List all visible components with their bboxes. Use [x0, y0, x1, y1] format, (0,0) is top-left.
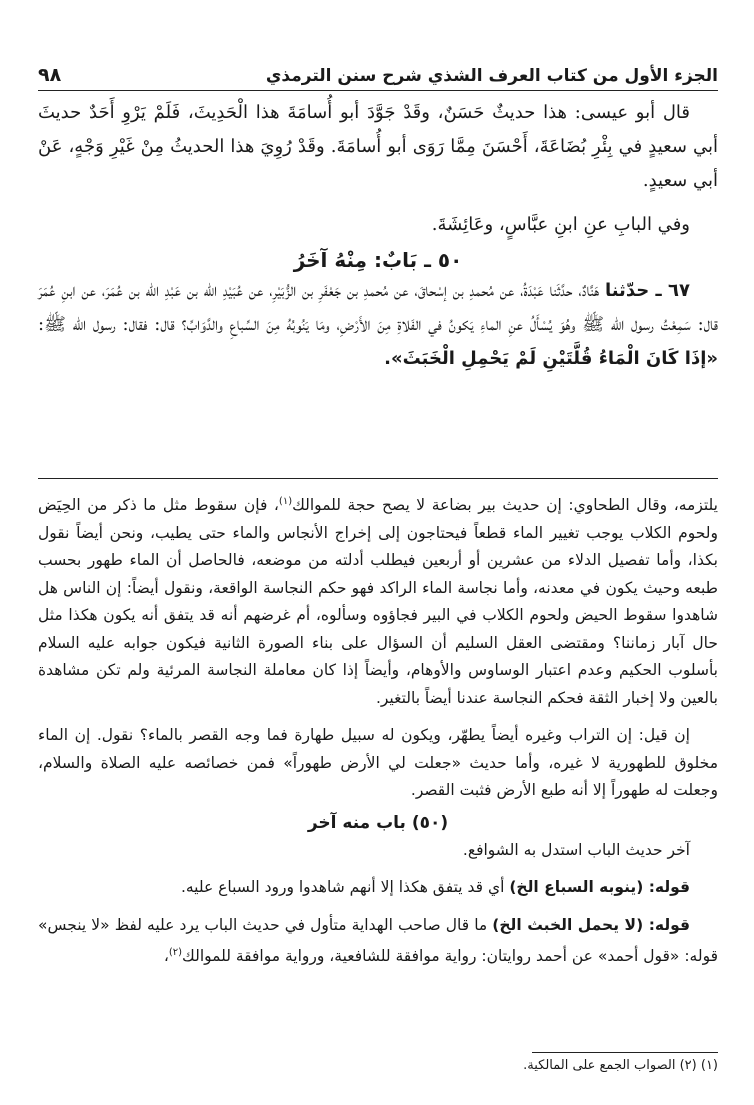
commentary-paragraph-3: آخر حديث الباب استدل به الشوافع. — [462, 840, 690, 859]
hadith-text: هَنَّادٌ، حدَّثَنا عَبْدَةُ، عن مُحمدِ بن إسْحاقَ، عن مُحمدِ بن جَعْفَرِ بن الزُّبَيْرِ، عن عُبَيْدِ الله بن عَبْدِ الله بن عُمَرَ، عن ابنِ عُمَرَ قال: سَمِعْتُ رسول الله ﷺ وهُوَ يُسْأَلُ عنِ الماءِ يَكونُ في الفَلاةِ مِنَ الأَرْضِ، ومَا يَنُوبُهُ مِنَ السِّباعِ والدَّوَابِّ؟ قال: فقال: رسول الله ﷺ: — [38, 280, 718, 335]
footnote-marker-2: (٢) — [168, 947, 183, 959]
chapter-heading: ٥٠ ـ بَابٌ: مِنْهُ آخَرُ — [293, 248, 463, 272]
quote-label-1: قوله: (ينوبه السباع الخ) — [509, 878, 690, 897]
footnote-marker-1: (١) — [278, 496, 293, 507]
hadith-quote: «إذَا كَانَ الْمَاءُ قُلَّتَيْنِ لَمْ يَحْمِلِ الْخَبَثَ». — [384, 348, 718, 369]
hadith-paragraph — [38, 274, 718, 376]
commentary-paragraph-4 — [38, 874, 718, 902]
commentary-paragraph-5 — [38, 912, 718, 971]
sub-heading: (٥٠) باب منه آخر — [307, 812, 449, 833]
main-paragraph-1: قال أبو عيسى: هذا حديثٌ حَسَنٌ، وقَدْ جَوَّدَ أبو أُسامَةَ هذا الْحَدِيثَ، فَلَمْ يَرْوِ أَحَدٌ حديثَ أبي سعيدٍ في بِئْرِ بُضَاعَةَ، أَحْسَنَ مِمَّا رَوَى أبو أُسامَةَ. وقَدْ رُوِيَ هذا الحديثُ مِنْ غَيْرِ وَجْهٍ، عَنْ أبي سعيدٍ. — [38, 102, 718, 191]
commentary-p4-text: أي قد يتفق هكذا إلا أنهم شاهدوا ورود السباع عليه. — [180, 878, 510, 897]
commentary-paragraph-2: إن قيل: إن التراب وغيره أيضاً يطهّر، ويكون له سبيل طهارة فما وجه القصر بالماء؟ نقول. إن الماء مخلوق للطهورية لا غيره، وأما حديث «جعلت لي الأرض طهوراً» فمن خصائصه عليه الصلاة والسلام، وجعلت له طهوراً إلا أنه طبع الأرض فثبت القصر. — [38, 726, 718, 800]
commentary-p1-rest: ، فإن سقوط مثل ما ذكر من الحِيَض ولحوم الكلاب يوجب تغيير الماء قطعاً فيحتاجون إلى إخراج الأنجاس والماء حتى يطيب، ونحن أيضاً نقول بكذا، وأما تفصيل الدلاء من عشرين أو أربعين فيطلب أدلته من موضعه، فالحاصل أن الماء طهور بحسب طبعه وحيث يكون في معدنه، وأما نجاسة الماء الراكد فهو حكم النجاسة الواقعة، ونقول أيضاً: إن الناس هل شاهدوا سقوط الحيض ولحوم الكلاب في البير فجاؤوه وسألوه، أم غرضهم أنه قد يتفق أنه يكون هكذا مثل حال آبار زماننا؟ ومقتضى العقل السليم أن السؤال على بناء الصورة الثانية فيكون جوابه عليه السلام بأسلوب الحكيم وعدم اعتبار الوساوس والأوهام، وأيضاً إذا كان معاملة النجاسة المرئية ولم تكن مشاهدة بالعين ولا إخبار الثقة فحكم النجاسة عندنا أيضاً بالتغير. — [38, 496, 718, 707]
page-header — [38, 52, 718, 91]
hadith-lead: ٦٧ ـ حدّثنا — [604, 280, 690, 301]
section-divider — [38, 478, 718, 479]
commentary — [38, 488, 718, 971]
footnote-rule — [532, 1052, 718, 1053]
commentary-p1-start: يلتزمه، وقال الطحاوي: إن حديث بير بضاعة لا يصح حجة للموالك — [292, 496, 718, 515]
footnote: (١) (٢) الصواب الجمع على المالكية. — [523, 1058, 718, 1073]
quote-label-2: قوله: (لا يحمل الخبث الخ) — [492, 915, 691, 934]
running-title: الجزء الأول من كتاب العرف الشذي شرح سنن الترمذي — [265, 66, 718, 86]
main-text — [38, 96, 718, 376]
commentary-p5-end: ، — [163, 947, 169, 966]
page-number: ٩٨ — [38, 64, 62, 86]
commentary-p5-text: ما قال صاحب الهداية متأول في حديث الباب يرد عليه لفظ «لا ينجس» قوله: «قول أحمد» عن أحمد روايتان: رواية موافقة للشافعية، ورواية موافقة للموالك — [38, 915, 718, 966]
commentary-paragraph-1 — [38, 488, 718, 712]
main-paragraph-2: وفي البابِ عنِ ابنِ عبَّاسٍ، وعَائِشَةَ. — [431, 214, 690, 235]
